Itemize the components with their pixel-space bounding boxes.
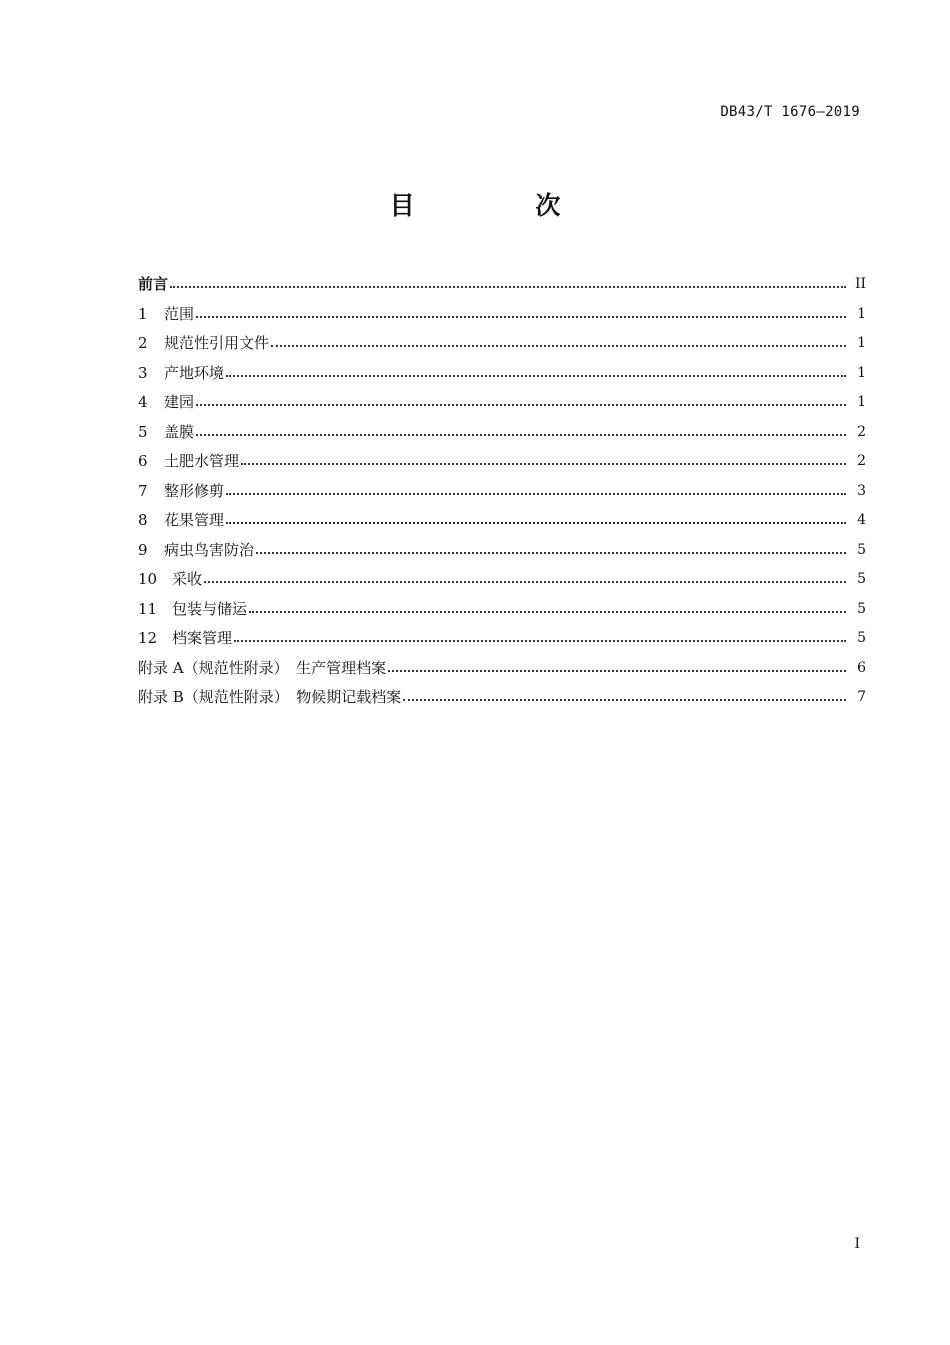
toc-entry-label: 整形修剪 (164, 481, 225, 500)
toc-entry[interactable] (138, 300, 866, 330)
toc-entry[interactable] (138, 624, 866, 654)
toc-entry-appendix-a[interactable] (138, 654, 866, 684)
toc-entry[interactable] (138, 565, 866, 595)
toc-entry-page: 6 (857, 659, 866, 676)
toc-entry-number: 8 (138, 511, 148, 529)
toc-entry-number: 2 (138, 334, 148, 352)
toc-leader-dots (226, 477, 846, 507)
table-of-contents (138, 270, 866, 713)
toc-entry-page: 1 (857, 335, 866, 351)
toc-leader-dots (204, 565, 846, 595)
toc-entry-page: 7 (857, 689, 866, 705)
page-title: 目 次 (389, 191, 617, 220)
toc-entry-label: 产地环境 (164, 363, 225, 382)
toc-entry[interactable] (138, 329, 866, 359)
toc-entry-page: 5 (857, 630, 866, 646)
toc-entry[interactable] (138, 595, 866, 625)
toc-entry-number: 12 (138, 629, 158, 647)
toc-entry-label: 包装与储运 (172, 599, 248, 618)
toc-entry-number: 9 (138, 540, 148, 559)
toc-leader-dots (196, 388, 846, 418)
toc-entry[interactable] (138, 388, 866, 418)
toc-entry-number: 4 (138, 393, 148, 411)
toc-entry-label: 档案管理 (172, 629, 233, 647)
toc-leader-dots (388, 654, 846, 684)
toc-leader-dots (249, 595, 846, 625)
toc-entry-label: 附录 B（规范性附录） 物候期记载档案 (138, 688, 402, 706)
toc-entry-page: 5 (857, 541, 866, 558)
toc-entry-number: 7 (138, 481, 148, 500)
toc-entry-label: 采收 (172, 570, 203, 588)
toc-entry-page: 3 (857, 482, 866, 499)
toc-entry-page: 4 (857, 512, 866, 528)
toc-entry-preface[interactable] (138, 270, 866, 300)
toc-entry-label: 附录 A（规范性附录） 生产管理档案 (138, 658, 387, 677)
toc-entry-page: II (854, 276, 866, 292)
toc-leader-dots (241, 447, 846, 477)
toc-entry-page: 2 (857, 453, 866, 469)
toc-entry-label: 土肥水管理 (164, 452, 240, 470)
toc-leader-dots (234, 624, 846, 654)
toc-entry-label: 规范性引用文件 (164, 334, 270, 352)
toc-entry-appendix-b[interactable] (138, 683, 866, 713)
toc-leader-dots (170, 270, 846, 300)
toc-entry-label: 盖膜 (164, 422, 195, 441)
toc-entry-number: 3 (138, 363, 148, 382)
toc-entry-label: 建园 (164, 393, 195, 411)
page-number: I (854, 1236, 860, 1252)
toc-entry-label: 花果管理 (164, 511, 225, 529)
toc-entry[interactable] (138, 536, 866, 566)
toc-entry-page: 1 (857, 394, 866, 410)
toc-entry-number: 1 (138, 304, 148, 323)
toc-entry-label: 病虫鸟害防治 (164, 540, 255, 559)
toc-leader-dots (271, 329, 846, 359)
toc-leader-dots (226, 506, 846, 536)
toc-entry[interactable] (138, 506, 866, 536)
toc-entry[interactable] (138, 359, 866, 389)
toc-entry-page: 1 (857, 364, 866, 381)
toc-entry-number: 11 (138, 599, 158, 618)
document-code: DB43/T 1676—2019 (720, 104, 860, 120)
toc-entry-number: 6 (138, 452, 148, 470)
toc-entry-number: 5 (138, 422, 148, 441)
toc-entry[interactable] (138, 418, 866, 448)
toc-entry-number: 10 (138, 570, 158, 588)
toc-entry[interactable] (138, 447, 866, 477)
toc-leader-dots (196, 300, 846, 330)
toc-leader-dots (256, 536, 846, 566)
toc-entry-page: 1 (857, 305, 866, 322)
toc-entry-page: 2 (857, 423, 866, 440)
toc-entry-label: 前言 (138, 275, 169, 293)
toc-entry-page: 5 (857, 600, 866, 617)
toc-leader-dots (226, 359, 846, 389)
toc-entry[interactable] (138, 477, 866, 507)
toc-entry-label: 范围 (164, 304, 195, 323)
toc-entry-page: 5 (857, 571, 866, 587)
toc-leader-dots (196, 418, 846, 448)
toc-leader-dots (403, 683, 846, 713)
